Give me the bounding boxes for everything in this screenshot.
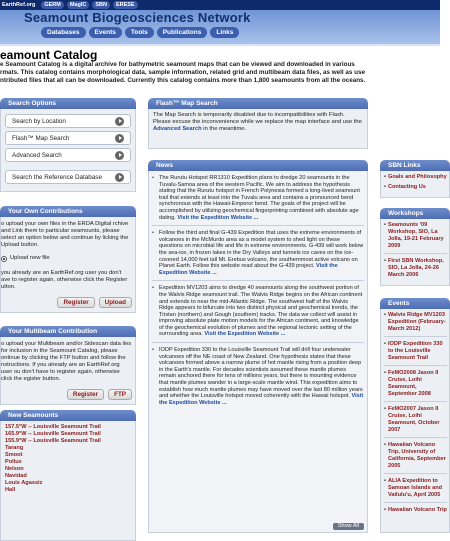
event-link[interactable]: • Hawaiian Volcano Trip, University of California, September 2005: [384, 442, 446, 469]
divider: [152, 225, 364, 226]
news-text: IODP Expedition 330 to the Louisville Seamount Trail will drill four underwater volcanoes off the NE coast of New Zealand. One hypothesis states that these volcanoes formed above a narrow plume of hot mantle rising from a position deep in the Earth's mantle. For decades scientists assumed these mantle plumes remain anchored there for tens of millions years, but there is mounting evidence that mantle plumes wander in a large-scale mantle wind. This expedition aims to establish how much mantle plumes may have moved over the last 80 million years and whether the Louisville hotspot moved coherently with the Hawaii hotspot.: [159, 347, 363, 400]
arrow-right-icon: [115, 117, 124, 126]
new-seamounts-panel: [0, 410, 136, 541]
seamount-link[interactable]: 157.5°W -- Louisville Seamount Trail: [5, 424, 101, 430]
upload-button[interactable]: Upload: [99, 297, 132, 308]
workshops-panel: [380, 208, 450, 286]
header-divider: [0, 44, 440, 46]
seamount-link[interactable]: Louis Agassiz: [5, 480, 43, 486]
intro-line: rmats. This catalog contains morphological data, sample information, related grid and multibeam data files, as well as use: [0, 69, 365, 76]
sbn-links-list: [380, 171, 450, 198]
news-list: [148, 171, 368, 533]
contributions-register-text: you already are an EarthRef.org user you don't ave to register again, otherwise click the Register utton.: [1, 270, 128, 290]
bullet-icon: •: [384, 222, 386, 228]
news-item: [152, 285, 364, 338]
expedition-link[interactable]: Visit the Expedition Website ...: [177, 214, 259, 221]
bullet-icon: •: [384, 507, 386, 513]
expedition-link[interactable]: Visit the Expedition Website ...: [204, 331, 286, 338]
multibeam-text: o upload your Multibeam and/or Sidescan data iles for inclusion in the Seamount Catalog, please ontinue by clicking the FTP button and follow the nstructions. If you already are an EarthRef.org user ou don't have to register again, otherwise click the egister button.: [1, 341, 132, 382]
seamount-link[interactable]: Pollux: [5, 459, 22, 465]
arrow-right-icon: [115, 134, 124, 143]
intro-line: ntributed files that all can be downloaded. Currently this catalog contains more than 1,800 seamounts from all the oceans.: [0, 77, 366, 84]
workshop-link[interactable]: • Seamounts '09 Workshop, SIO, La Jolla, 19-21 February 2009: [384, 222, 444, 249]
seamount-link[interactable]: 155.9°W -- Louisville Seamount Trail: [5, 438, 101, 444]
search-by-location-button[interactable]: [5, 114, 131, 128]
news-panel: [148, 160, 368, 533]
site-header: [0, 10, 440, 44]
main-nav: [41, 27, 239, 38]
multibeam-panel: [0, 326, 136, 405]
news-item: [152, 230, 364, 276]
search-reference-database-button[interactable]: [5, 170, 131, 184]
event-link[interactable]: • Walvis Ridge MV1203 Expedition (February-March 2012): [384, 312, 446, 332]
flash-map-panel: [148, 98, 368, 149]
seamount-link[interactable]: Tarang: [5, 445, 24, 451]
top-bar: [0, 0, 440, 10]
multibeam-body: [0, 337, 136, 405]
news-header: News: [148, 160, 368, 171]
sbn-links-header: SBN Links: [380, 160, 450, 171]
search-options-panel: [0, 98, 136, 192]
nav-events[interactable]: Events: [89, 27, 122, 38]
page-intro: [0, 61, 445, 85]
bullet-icon: •: [384, 442, 386, 448]
events-header: Events: [380, 298, 450, 309]
seamount-link[interactable]: 165.9°W -- Louisville Seamount Trail: [5, 431, 101, 437]
workshops-list: [380, 219, 450, 286]
nav-links[interactable]: Links: [210, 27, 239, 38]
contributions-panel: [0, 206, 136, 313]
seamount-link[interactable]: Hall: [5, 487, 16, 493]
upload-radio-label: Upload new file: [10, 255, 50, 261]
bullet-icon: •: [384, 370, 386, 376]
bullet-icon: •: [384, 406, 386, 412]
ftp-button[interactable]: FTP: [108, 389, 132, 400]
divider: [384, 365, 447, 366]
bullet-icon: •: [384, 312, 386, 318]
events-panel: [380, 298, 450, 533]
button-label: Flash™ Map Search: [12, 134, 70, 142]
nav-publications[interactable]: Publications: [157, 27, 208, 38]
workshop-link[interactable]: • First SBN Workshop, SIO, La Jolla, 24-26 March 2006: [384, 258, 444, 278]
event-link[interactable]: • Hawaiian Volcano Trip: [384, 507, 447, 513]
news-item: [152, 175, 364, 221]
site-title[interactable]: Seamount Biogeosciences Network: [24, 10, 251, 25]
seamount-link[interactable]: Navidad: [5, 473, 27, 479]
show-all-button[interactable]: Show All: [333, 523, 364, 530]
divider: [152, 280, 364, 281]
bullet-icon: •: [384, 184, 386, 190]
event-link[interactable]: • FeMO2008 Jason II Cruise, Loihi Seamount, September 2008: [384, 370, 439, 397]
new-seamounts-header: New Seamounts: [0, 410, 136, 421]
register-button[interactable]: Register: [57, 297, 94, 308]
event-link[interactable]: • IODP Expedition 330 to the Louisville Seamount Trail: [384, 341, 443, 361]
bullet-icon: •: [384, 258, 386, 264]
upload-new-file-option[interactable]: [1, 255, 132, 262]
nav-tools[interactable]: Tools: [125, 27, 154, 38]
button-label: Search by Location: [12, 117, 66, 125]
bullet-icon: •: [152, 175, 154, 181]
news-text: Follow the third and final G-439 Expedition that uses the extreme environments of volcanoes in the McMurdo area as a model system to shed light on these questions on microbial life and life in extreme environments. G-439 will work below the sea-ice, in frozen lakes in the Dry Valleys and tunnels ice caves on the ice-covered 14,000 feet tall Mt. Erebus volcano, the southernmost active volcano on Planet Earth. Follow this website read about the G-439 project.: [159, 230, 364, 270]
sbn-link[interactable]: • Goals and Philosophy: [384, 174, 447, 180]
multibeam-header: Your Multibeam Contribution: [0, 326, 136, 337]
bullet-icon: •: [384, 174, 386, 180]
contributions-actions: [1, 297, 132, 308]
button-label: Advanced Search: [12, 151, 62, 159]
news-text: The Rurutu Hotspot RR1310 Expedition plans to dredge 20 seamounts in the Tuvalu-Samoa area of the western Pacific. We aim to address the hypothesis stating that the Rurutu hotspot in French Polynesia formed a long-lived seamount trail that extends at least into the Tuvalu area and contains a pronounced bend synchronous with the Hawaii-Emperor bend. The goals of the project will be accomplished by utilizing geochemical fingerprinting combined with absolute age dating.: [159, 175, 360, 221]
divider: [384, 253, 447, 254]
news-text: Expedition MV1203 aims to dredge 40 seamounts along the southwest portion of the Walvis Ridge seamount trail. The Walvis Ridge begins on the African continent and extends to near the mid-Atlantic Ridge. The southwest half of the Walvis Ridge appears to bifurcate into two distinct physical and geochemical trends, the Tristan (northern) and Gough (southern) tracks. The data we collect will assist in improving absolute plate motion models for the African continent, and knowledge of the geochemical evolution of plumes and the regional tectonic setting of the surrounding area.: [159, 285, 363, 338]
page-title: eamount Catalog: [0, 48, 98, 62]
contributions-header: Your Own Contributions: [0, 206, 136, 217]
button-label: Search the Reference Database: [12, 173, 102, 181]
toplink-earthref[interactable]: EarthRef.org: [2, 2, 36, 8]
multibeam-actions: [1, 389, 132, 400]
toplink-magic[interactable]: MagIC: [67, 1, 90, 9]
event-link[interactable]: • FeMO2007 Jason II Cruise, Loihi Seamount, October 2007: [384, 406, 440, 433]
toplink-sbn[interactable]: SBN: [92, 1, 110, 9]
bullet-icon: •: [384, 341, 386, 347]
intro-line: e Seamount Catalog is a digital archive for bathymetric seamount maps that can be viewed and downloaded in various: [0, 61, 355, 68]
seamount-link[interactable]: Smoot: [5, 452, 23, 458]
divider: [152, 342, 364, 343]
sbn-links-panel: [380, 160, 450, 198]
news-item: [152, 347, 364, 406]
nav-databases[interactable]: Databases: [41, 27, 86, 38]
divider: [384, 437, 447, 438]
arrow-right-icon: [115, 173, 124, 182]
divider: [384, 502, 447, 503]
divider: [384, 473, 447, 474]
events-list: [380, 309, 450, 533]
toplink-erese[interactable]: ERESE: [113, 1, 138, 9]
advanced-search-link[interactable]: Advanced Search: [153, 126, 202, 132]
flash-map-text-end: in the meantime.: [203, 126, 247, 132]
search-options-body: [0, 109, 136, 192]
bullet-icon: •: [152, 230, 154, 237]
new-seamounts-list: [0, 421, 136, 541]
flash-map-body: [148, 109, 368, 149]
bullet-icon: •: [152, 285, 154, 292]
seamount-link[interactable]: Nelson: [5, 466, 24, 472]
arrow-right-icon: [115, 151, 124, 160]
multibeam-register-button[interactable]: Register: [67, 389, 104, 400]
expedition-link[interactable]: Visit the Expedition Website ...: [159, 393, 364, 406]
flash-map-header: Flash™ Map Search: [148, 98, 368, 109]
workshops-header: Workshops: [380, 208, 450, 219]
divider: [384, 336, 447, 337]
event-link[interactable]: • ALIA Expedition to Samoan Islands and Vailulu'u, April 2005: [384, 478, 443, 498]
divider: [384, 401, 447, 402]
sbn-link[interactable]: • Contacting Us: [384, 184, 426, 190]
flash-map-search-button[interactable]: [5, 131, 131, 145]
expedition-link[interactable]: Visit the Expedition Website ...: [159, 263, 338, 276]
upload-radio[interactable]: [1, 256, 7, 262]
search-options-header: Search Options: [0, 98, 136, 109]
contributions-body: [0, 217, 136, 313]
toplink-germ[interactable]: GERM: [41, 1, 64, 9]
contributions-text: o upload your own files in the ERDA Digital rchive and Link them to particular seamounts, please select an option below and continue by licking the Upload button.: [1, 221, 129, 248]
advanced-search-button[interactable]: [5, 148, 131, 162]
bullet-icon: •: [152, 347, 154, 354]
bullet-icon: •: [384, 478, 386, 484]
flash-map-text: The Map Search is temporarily disabled due to incompatibilities with Flash. Please excuse the inconvenience while we replace the map interface and use the: [153, 112, 362, 125]
